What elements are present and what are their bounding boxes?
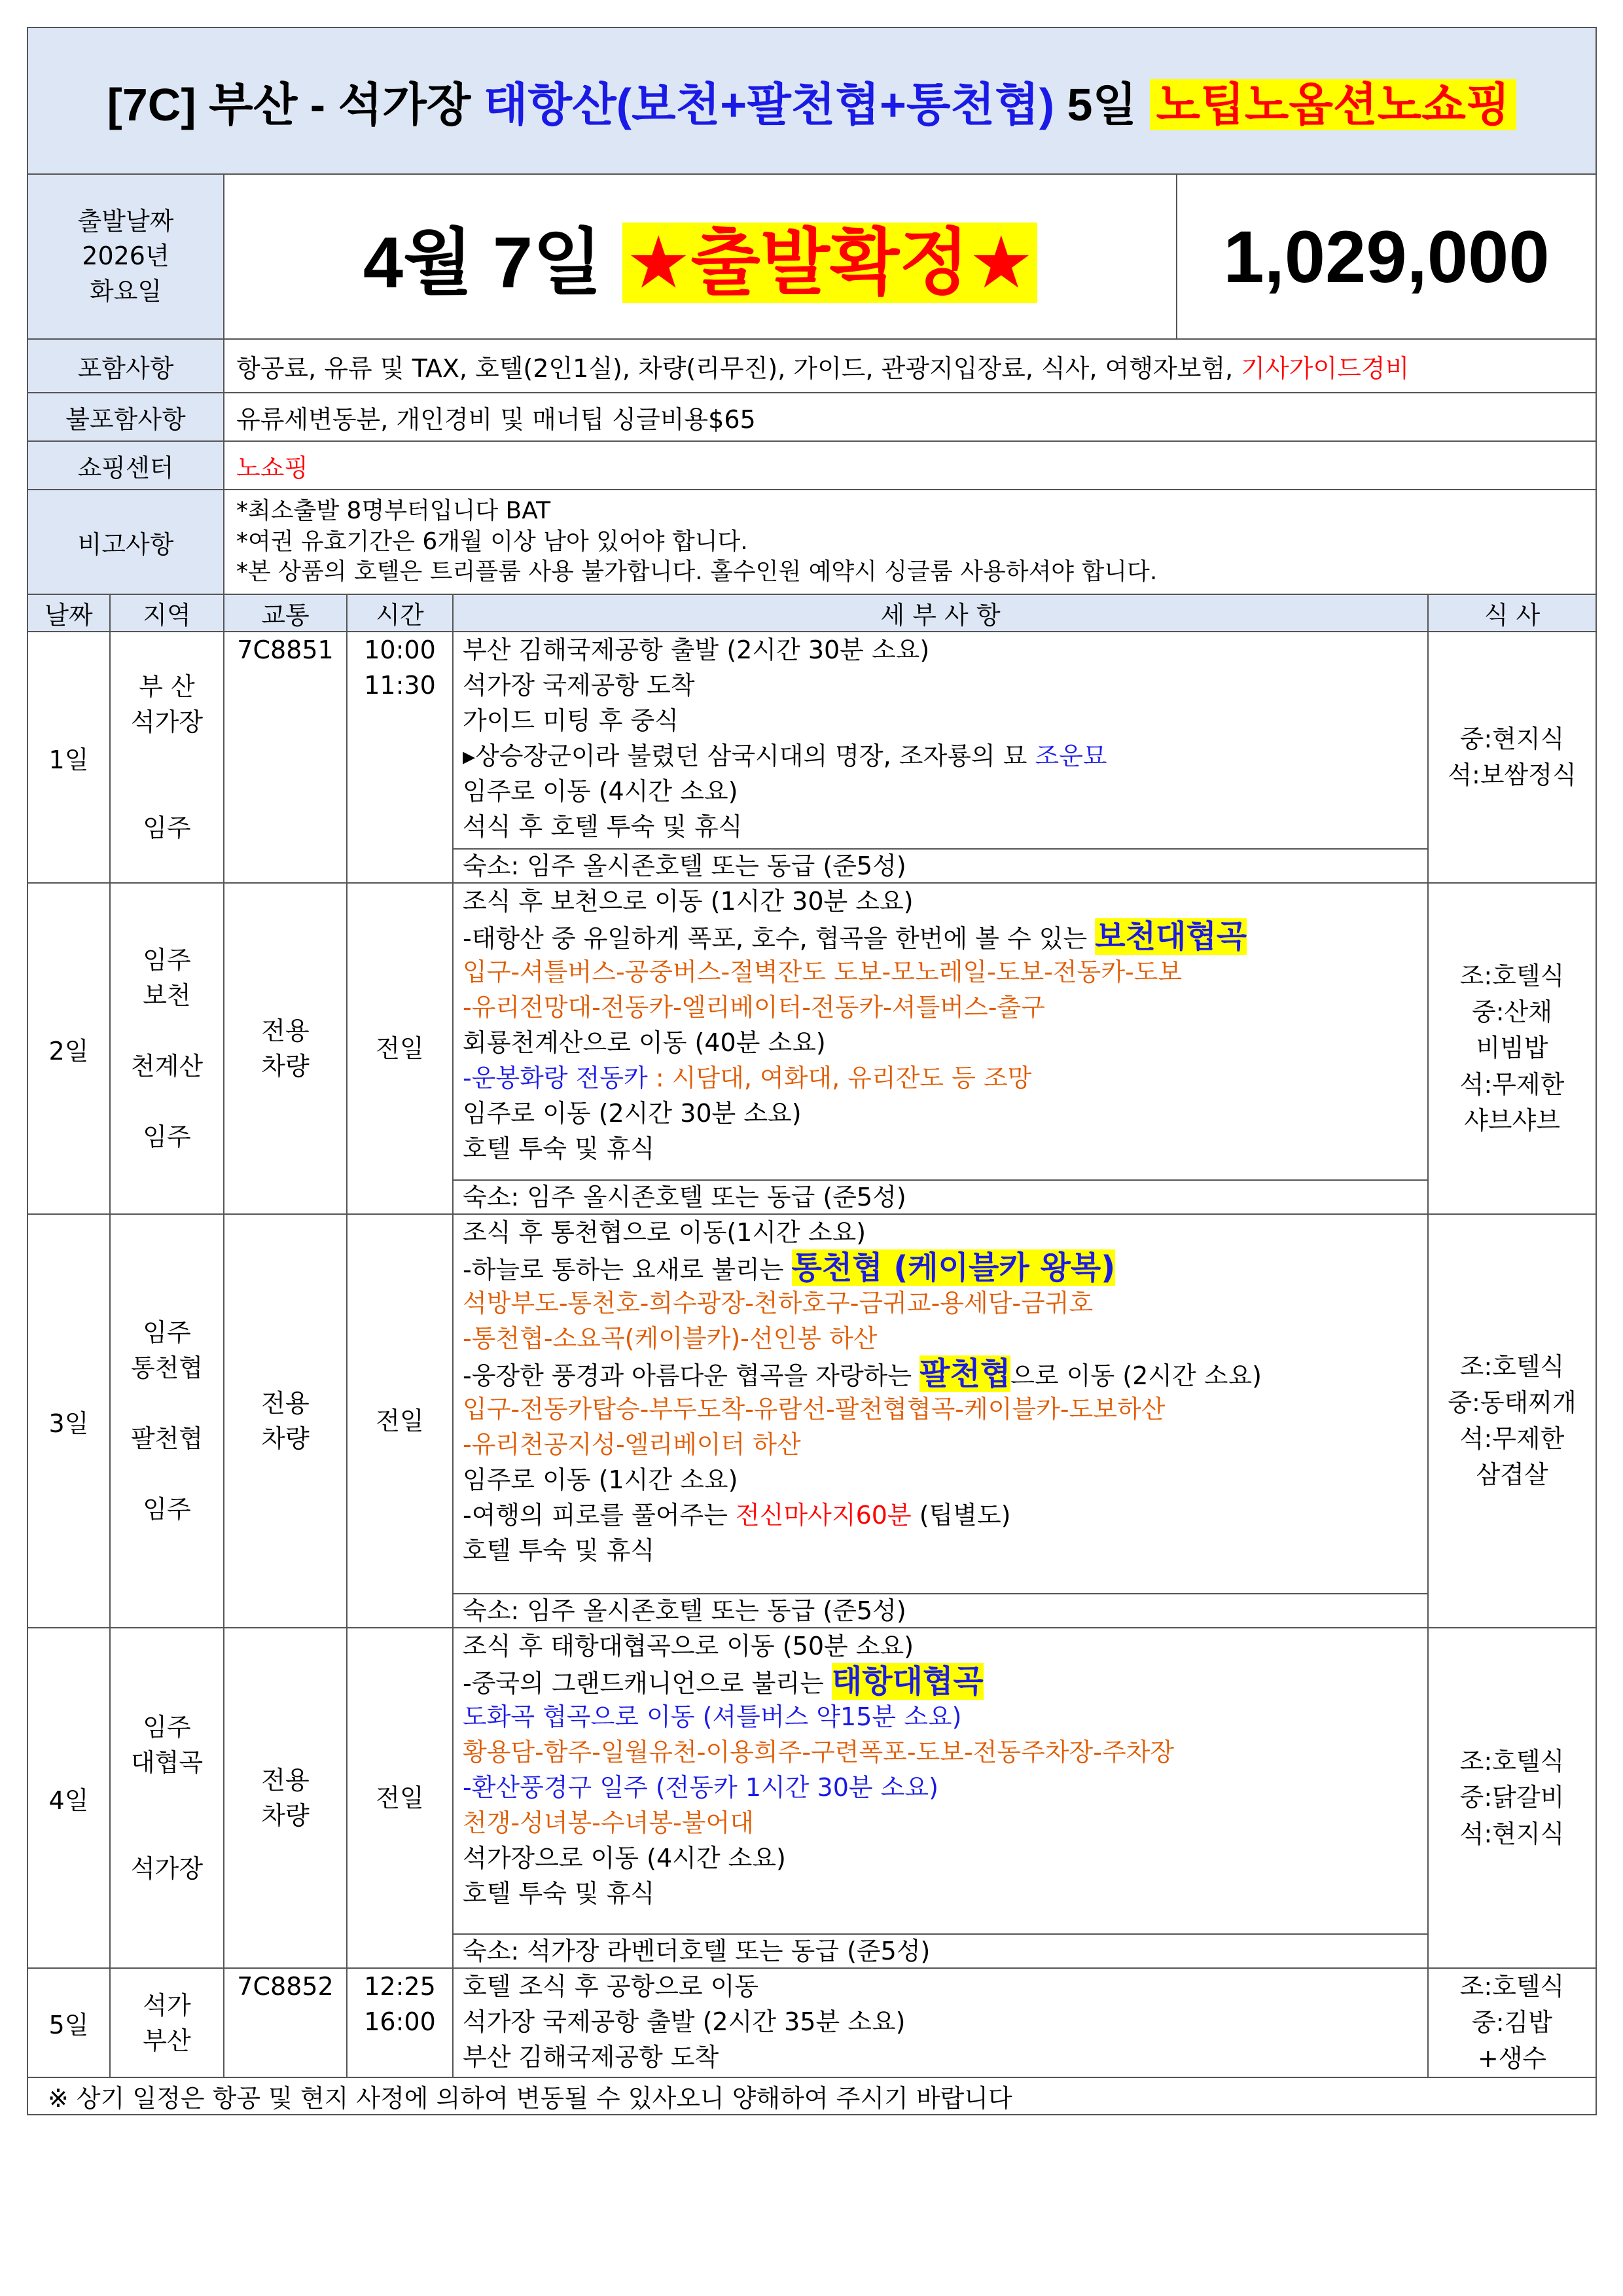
detail-segment: 부산 김해국제공항 도착 [463, 2043, 719, 2072]
price: 1,029,000 [1177, 174, 1596, 339]
time-cell [347, 1214, 453, 1628]
detail-segment: 석방부도-통천호-희수광장-천하호구-금귀교-용세담-금귀호 [463, 1289, 1094, 1318]
region-line: 천계산 [130, 1052, 204, 1081]
meal-line: 삼겹살 [1476, 1460, 1548, 1490]
region-line [111, 1084, 223, 1119]
region-line: 부 산 [139, 672, 195, 701]
region-line: 임주 [143, 1713, 191, 1742]
detail-line [463, 1215, 1427, 1250]
detail-segment: 통천협 (케이블카 왕복) [791, 1249, 1116, 1286]
detail-segment: 태항대협곡 [831, 1663, 984, 1700]
title-prefix: [7C] 부산 - 석가장 [107, 79, 484, 130]
detail-segment: 조식 후 태항대협곡으로 이동 (50분 소요) [463, 1632, 914, 1660]
meal-line: 중:현지식 [1459, 724, 1565, 753]
day-cell: 2일 [27, 883, 110, 1214]
meal-line: 중:산채 [1472, 997, 1552, 1027]
detail-cell [453, 632, 1428, 883]
region-cell [110, 883, 224, 1214]
time-value: 전일 [376, 1034, 424, 1063]
detail-line [463, 703, 1427, 738]
detail-segment: -유리전망대-전동카-엘리베이터-전동카-셔틀버스-출구 [463, 993, 1045, 1022]
region-line: 석가장 [130, 1854, 204, 1883]
detail-line [463, 774, 1427, 809]
detail-line [463, 809, 1427, 844]
region-line: 보천 [143, 981, 191, 1010]
title-badge: 노팁노옵션노쇼핑 [1150, 79, 1517, 130]
detail-line [463, 1734, 1427, 1770]
detail-segment: 입구-셔틀버스-공중버스-절벽잔도 도보-모노레일-도보-전동카-도보 [463, 958, 1183, 986]
meal-line: 비빔밥 [1476, 1033, 1548, 1063]
hotel-line: 숙소: 석가장 라벤더호텔 또는 동급 (준5성) [454, 1933, 1427, 1967]
title-highlight: 태항산(보천+팔천협+통천협) [483, 79, 1055, 130]
detail-line [463, 1250, 1427, 1285]
detail-segment: 으로 이동 (2시간 소요) [1010, 1361, 1262, 1390]
region-line: 석가장 [130, 708, 204, 736]
detail-segment: 임주로 이동 (4시간 소요) [463, 777, 738, 806]
detail-segment: 조식 후 보천으로 이동 (1시간 30분 소요) [463, 887, 914, 916]
note-line: *본 상품의 호텔은 트리플룸 사용 불가합니다. 홀수인원 예약시 싱글룸 사용하셔야 합니다. [236, 558, 1158, 586]
detail-segment: -태항산 중 유일하게 폭포, 호수, 협곡을 한번에 볼 수 있는 [463, 924, 1096, 953]
detail-segment: 가이드 미팅 후 중식 [463, 706, 679, 735]
time-value: 전일 [376, 1407, 424, 1435]
detail-line [463, 2039, 1427, 2075]
departure-date [224, 174, 1177, 339]
detail-segment: (팁별도) [911, 1501, 1011, 1530]
detail-line [463, 1805, 1427, 1840]
departure-date-text: 4월 7일 [363, 223, 622, 303]
schedule-header [27, 594, 1596, 632]
region-line [111, 1456, 223, 1492]
region-line: 임주 [143, 1122, 191, 1151]
schedule-row [27, 883, 1596, 1214]
detail-segment: 부산 김해국제공항 출발 (2시간 30분 소요) [463, 636, 930, 664]
detail-line [463, 919, 1427, 954]
detail-line [463, 954, 1427, 990]
detail-line [463, 1969, 1427, 2004]
region-line: 대협곡 [130, 1748, 204, 1777]
schedule-row [27, 1968, 1596, 2077]
detail-cell [453, 1628, 1428, 1968]
detail-segment: -여행의 피로를 풀어주는 [463, 1501, 736, 1530]
detail-line [463, 1664, 1427, 1699]
detail-segment: 팔천협 [919, 1355, 1011, 1392]
detail-line [463, 1498, 1427, 1533]
time-value: 16:00 [364, 2007, 436, 2036]
region-line [111, 1780, 223, 1816]
departure-label [27, 174, 224, 339]
meal-cell [1428, 1968, 1596, 2077]
detail-segment: 임주로 이동 (1시간 소요) [463, 1465, 738, 1494]
schedule-row [27, 1628, 1596, 1968]
hotel-line: 숙소: 임주 올시존호텔 또는 동급 (준5성) [454, 1593, 1427, 1627]
header-time: 시간 [347, 594, 453, 632]
page-title [27, 27, 1596, 174]
detail-segment: ▸상승장군이라 불렸던 삼국시대의 명장, 조자룡의 묘 [463, 742, 1035, 770]
notes-label: 비고사항 [27, 490, 224, 594]
detail-line [463, 1391, 1427, 1427]
detail-segment: -하늘로 통하는 요새로 불리는 [463, 1255, 792, 1284]
detail-segment: -중국의 그랜드캐니언으로 불리는 [463, 1669, 832, 1698]
detail-segment: 호텔 투숙 및 휴식 [463, 1134, 655, 1163]
time-cell [347, 1968, 453, 2077]
region-cell [110, 1214, 224, 1628]
meal-line: 석:무제한 [1459, 1424, 1565, 1453]
detail-line [463, 738, 1427, 774]
schedule-row [27, 1214, 1596, 1628]
detail-line [463, 1628, 1427, 1664]
hotel-line: 숙소: 임주 올시존호텔 또는 동급 (준5성) [454, 1179, 1427, 1213]
detail-segment: 임주로 이동 (2시간 30분 소요) [463, 1099, 802, 1128]
day-cell: 5일 [27, 1968, 110, 2077]
header-day: 날짜 [27, 594, 110, 632]
detail-line [463, 1840, 1427, 1876]
transport-value: 전용 차량 [261, 1766, 310, 1830]
detail-line [463, 884, 1427, 919]
region-line: 임주 [143, 1318, 191, 1347]
region-cell [110, 632, 224, 883]
meal-cell [1428, 632, 1596, 883]
transport-cell [224, 1968, 347, 2077]
day-cell: 1일 [27, 632, 110, 883]
detail-line [463, 990, 1427, 1025]
region-line: 임주 [143, 1495, 191, 1524]
title-days: 5일 [1054, 79, 1150, 130]
region-cell [110, 1968, 224, 2077]
transport-cell [224, 883, 347, 1214]
meal-line: 석:현지식 [1459, 1819, 1565, 1848]
schedule-body [27, 632, 1596, 2077]
detail-segment: -환산풍경구 일주 (전동카 1시간 30분 소요) [463, 1773, 938, 1802]
meal-line: 석:무제한 [1459, 1069, 1565, 1099]
meal-line: 중:동태찌개 [1448, 1388, 1577, 1417]
region-line [111, 1816, 223, 1851]
transport-value: 7C8851 [237, 636, 334, 664]
header-meal: 식 사 [1428, 594, 1596, 632]
detail-cell [453, 1214, 1428, 1628]
detail-line [463, 668, 1427, 703]
meal-line: 조:호텔식 [1459, 1972, 1565, 2001]
time-value: 10:00 [364, 636, 436, 664]
meal-line: 조:호텔식 [1459, 1747, 1565, 1776]
detail-cell [453, 883, 1428, 1214]
detail-segment: -통천협-소요곡(케이블카)-선인봉 하산 [463, 1324, 878, 1353]
header-region: 지역 [110, 594, 224, 632]
detail-segment: 석가장으로 이동 (4시간 소요) [463, 1844, 786, 1873]
detail-line [463, 1285, 1427, 1321]
meal-line: 조:호텔식 [1459, 1352, 1565, 1381]
detail-segment: 전신마사지60분 [736, 1501, 912, 1530]
note-line: *최소출발 8명부터입니다 BAT [236, 497, 551, 524]
detail-line [463, 2004, 1427, 2039]
detail-line [463, 1462, 1427, 1498]
departure-label-line3: 화요일 [89, 276, 162, 306]
footer-row [27, 2077, 1596, 2115]
itinerary-page [27, 27, 1597, 2115]
detail-line [463, 1876, 1427, 1911]
hotel-line: 숙소: 임주 올시존호텔 또는 동급 (준5성) [454, 848, 1427, 882]
region-line: 통천협 [130, 1354, 204, 1382]
detail-segment: 호텔 투숙 및 휴식 [463, 1536, 655, 1565]
region-line: 팔천협 [130, 1424, 204, 1453]
time-cell [347, 632, 453, 883]
departure-confirmed-badge: ★출발확정★ [622, 223, 1037, 303]
transport-cell [224, 1628, 347, 1968]
detail-line [463, 1427, 1427, 1462]
meal-cell [1428, 1214, 1596, 1628]
region-line [111, 1386, 223, 1421]
detail-line [463, 1770, 1427, 1805]
included-red-text: 기사가이드경비 [1241, 353, 1410, 383]
time-cell [347, 883, 453, 1214]
detail-segment: 석식 후 호텔 투숙 및 휴식 [463, 812, 743, 841]
region-line: 부산 [143, 2026, 191, 2055]
detail-line [463, 1356, 1427, 1391]
info-table [27, 338, 1597, 595]
detail-segment: 천갱-성녀봉-수녀봉-불어대 [463, 1808, 754, 1837]
detail-segment: 석가장 국제공항 출발 (2시간 35분 소요) [463, 2007, 906, 2036]
time-cell [347, 1628, 453, 1968]
region-line: 임주 [143, 814, 191, 842]
detail-line [463, 1699, 1427, 1734]
detail-line [463, 1321, 1427, 1356]
detail-segment: 보천대협곡 [1095, 918, 1247, 955]
excluded-value: 유류세변동분, 개인경비 및 매너팁 싱글비용$65 [224, 393, 1596, 441]
included-label: 포함사항 [27, 339, 224, 393]
detail-segment: 조운묘 [1035, 742, 1107, 770]
detail-segment: : 시담대, 여화대, 유리잔도 등 조망 [647, 1064, 1032, 1092]
day-cell: 4일 [27, 1628, 110, 1968]
detail-segment: 석가장 국제공항 도착 [463, 671, 695, 700]
footer-note: ※ 상기 일정은 항공 및 현지 사정에 의하여 변동될 수 있사오니 양해하여 주시기 바랍니다 [27, 2077, 1596, 2115]
detail-cell [453, 1968, 1428, 2077]
shopping-label: 쇼핑센터 [27, 441, 224, 490]
notes-value [224, 490, 1596, 594]
header-detail: 세 부 사 항 [453, 594, 1428, 632]
time-value: 전일 [376, 1784, 424, 1812]
meal-line: 조:호텔식 [1459, 961, 1565, 991]
time-value: 11:30 [364, 671, 436, 700]
detail-segment: 조식 후 통천협으로 이동(1시간 소요) [463, 1218, 866, 1247]
meal-line: 중:김밥 [1472, 2008, 1552, 2037]
header-transport: 교통 [224, 594, 347, 632]
day-cell: 3일 [27, 1214, 110, 1628]
departure-table [27, 173, 1597, 340]
region-line [111, 775, 223, 810]
region-line [111, 740, 223, 775]
transport-cell [224, 632, 347, 883]
departure-label-line1: 출발날짜 [77, 207, 174, 236]
region-line: 석가 [143, 1990, 191, 2020]
detail-line [463, 1025, 1427, 1060]
detail-line [463, 1060, 1427, 1096]
detail-line [463, 632, 1427, 668]
schedule-row [27, 632, 1596, 883]
time-value: 12:25 [364, 1972, 436, 2001]
departure-label-line2: 2026년 [82, 242, 169, 271]
meal-line: +생수 [1477, 2044, 1547, 2073]
meal-line: 석:보쌈정식 [1448, 761, 1577, 789]
schedule-table [27, 594, 1597, 2115]
detail-segment: 입구-전동카탑승-부두도착-유람선-팔천협협곡-케이블카-도보하산 [463, 1395, 1166, 1424]
region-cell [110, 1628, 224, 1968]
detail-segment: -웅장한 풍경과 아름다운 협곡을 자랑하는 [463, 1361, 920, 1390]
detail-segment: 호텔 투숙 및 휴식 [463, 1879, 655, 1908]
transport-value: 7C8852 [237, 1972, 334, 2001]
detail-line [463, 1533, 1427, 1568]
region-line: 임주 [143, 946, 191, 975]
detail-segment: 회룡천계산으로 이동 (40분 소요) [463, 1028, 826, 1057]
excluded-label: 불포함사항 [27, 393, 224, 441]
included-value [224, 339, 1596, 393]
detail-segment: 호텔 조식 후 공항으로 이동 [463, 1972, 759, 2001]
meal-cell [1428, 883, 1596, 1214]
transport-value: 전용 차량 [261, 1016, 310, 1081]
detail-segment: -운봉화랑 전동카 [463, 1064, 648, 1092]
detail-segment: -유리천공지성-엘리베이터 하산 [463, 1430, 801, 1459]
detail-line [463, 1096, 1427, 1131]
meal-line: 중:닭갈비 [1459, 1783, 1565, 1812]
transport-value: 전용 차량 [261, 1389, 310, 1453]
detail-segment: 황용담-함주-일월유천-이용희주-구련폭포-도보-전동주차장-주차장 [463, 1738, 1175, 1767]
shopping-value: 노쇼핑 [224, 441, 1596, 490]
note-line: *여권 유효기간은 6개월 이상 남아 있어야 합니다. [236, 528, 748, 555]
meal-cell [1428, 1628, 1596, 1968]
transport-cell [224, 1214, 347, 1628]
included-text: 항공료, 유류 및 TAX, 호텔(2인1실), 차량(리무진), 가이드, 관광지입장료, 식사, 여행자보험, [236, 353, 1241, 383]
region-line [111, 1013, 223, 1049]
meal-line: 샤브샤브 [1464, 1105, 1560, 1135]
title-table [27, 27, 1597, 175]
detail-line [463, 1131, 1427, 1166]
detail-segment: 도화곡 협곡으로 이동 (셔틀버스 약15분 소요) [463, 1702, 962, 1731]
